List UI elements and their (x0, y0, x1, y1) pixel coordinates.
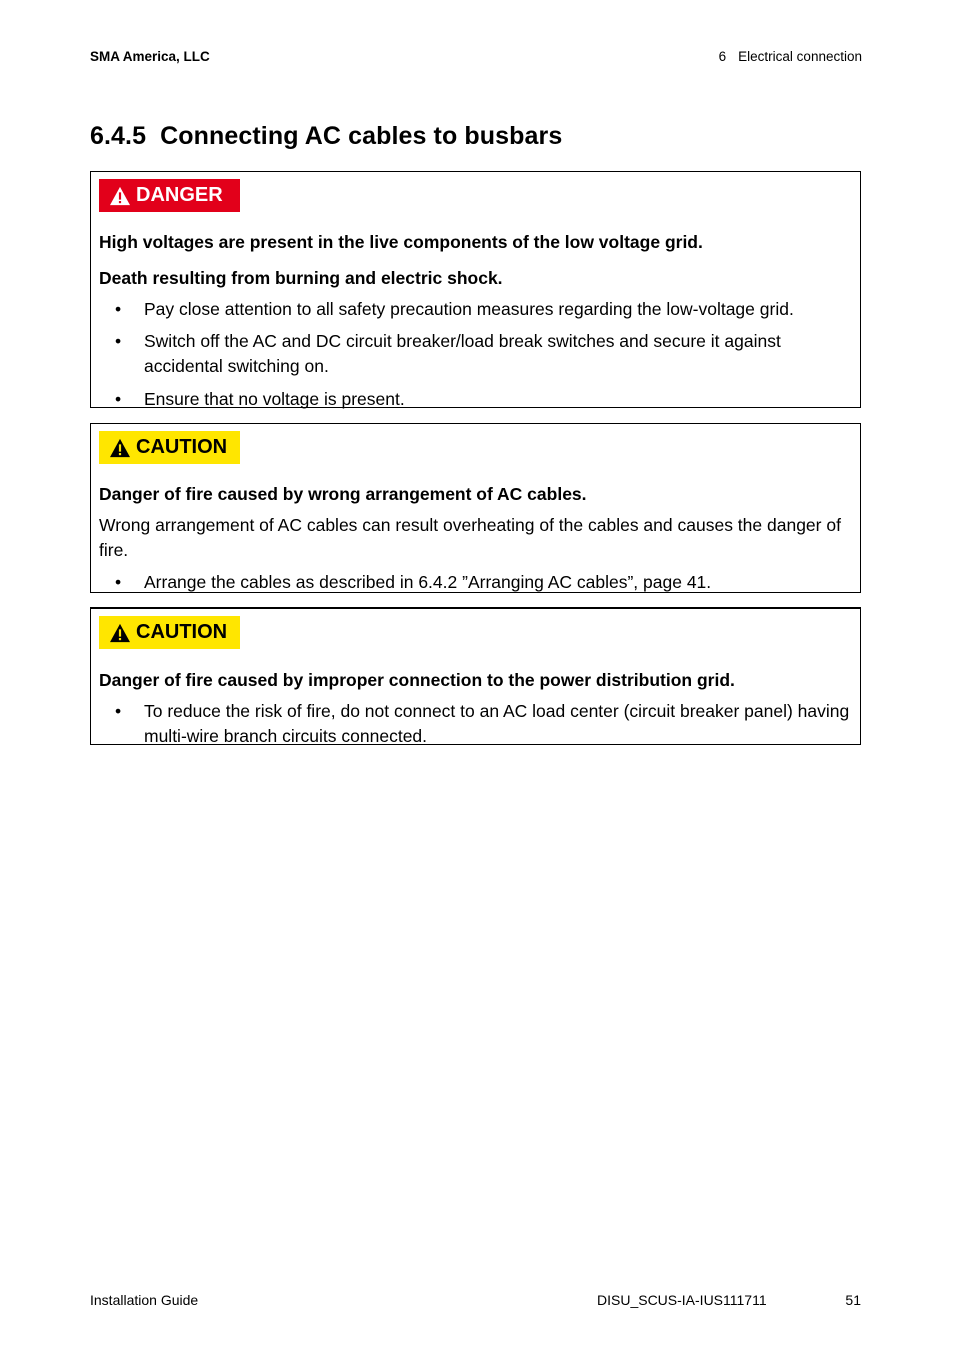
danger-consequence: Death resulting from burning and electric shock. (99, 268, 503, 288)
list-item (99, 297, 852, 322)
bullet-glyph: • (115, 299, 122, 319)
caution-bullet-list (99, 570, 852, 595)
caution-notice (90, 423, 861, 593)
list-item-text: Ensure that no voltage is present. (144, 389, 405, 409)
list-item (99, 570, 852, 595)
list-item (99, 699, 852, 749)
warning-triangle-icon (109, 186, 131, 206)
section-title-text: Connecting AC cables to busbars (160, 122, 563, 150)
bullet-glyph: • (115, 331, 122, 351)
danger-badge (99, 179, 240, 212)
danger-bullet-list (99, 297, 852, 412)
danger-badge-label: DANGER (136, 184, 223, 206)
warning-triangle-icon (109, 623, 131, 643)
list-item (99, 387, 852, 412)
list-item-text: Pay close attention to all safety precaution measures regarding the low-voltage grid. (144, 299, 794, 319)
header-chapter-number: 6 (718, 49, 727, 64)
footer-doc-type: Installation Guide (90, 1292, 199, 1308)
footer-doc-id: DISU_SCUS-IA-IUS111711 (597, 1292, 767, 1308)
caution-badge (99, 431, 240, 464)
section-number: 6.4.5 (90, 122, 147, 150)
list-item-text: Switch off the AC and DC circuit breaker/load break switches and secure it against accidental switching on. (144, 331, 781, 376)
danger-notice (90, 171, 861, 408)
caution-notice (90, 607, 861, 745)
bullet-glyph: • (115, 389, 122, 409)
caution-headline: Danger of fire caused by wrong arrangement of AC cables. (99, 484, 587, 504)
caution-bullet-list (99, 699, 852, 749)
list-item-text: Arrange the cables as described in 6.4.2 ”Arranging AC cables”, page 41. (144, 572, 712, 592)
caution-badge-label: CAUTION (136, 436, 228, 458)
footer-page-number: 51 (845, 1292, 861, 1308)
caution-badge (99, 616, 240, 649)
header-company: SMA America, LLC (90, 49, 210, 64)
section-title (90, 122, 562, 151)
bullet-glyph: • (115, 701, 122, 721)
header-chapter (719, 49, 862, 64)
header-chapter-title: Electrical connection (738, 49, 862, 64)
bullet-glyph: • (115, 572, 122, 592)
caution-description: Wrong arrangement of AC cables can result overheating of the cables and causes the danger of fire. (99, 515, 841, 560)
danger-headline: High voltages are present in the live components of the low voltage grid. (99, 232, 703, 252)
warning-triangle-icon (109, 438, 131, 458)
list-item-text: To reduce the risk of fire, do not connect to an AC load center (circuit breaker panel) having multi-wire branch circuits connected. (144, 701, 850, 746)
caution-headline: Danger of fire caused by improper connection to the power distribution grid. (99, 670, 735, 690)
list-item (99, 329, 852, 379)
caution-badge-label: CAUTION (136, 621, 228, 643)
